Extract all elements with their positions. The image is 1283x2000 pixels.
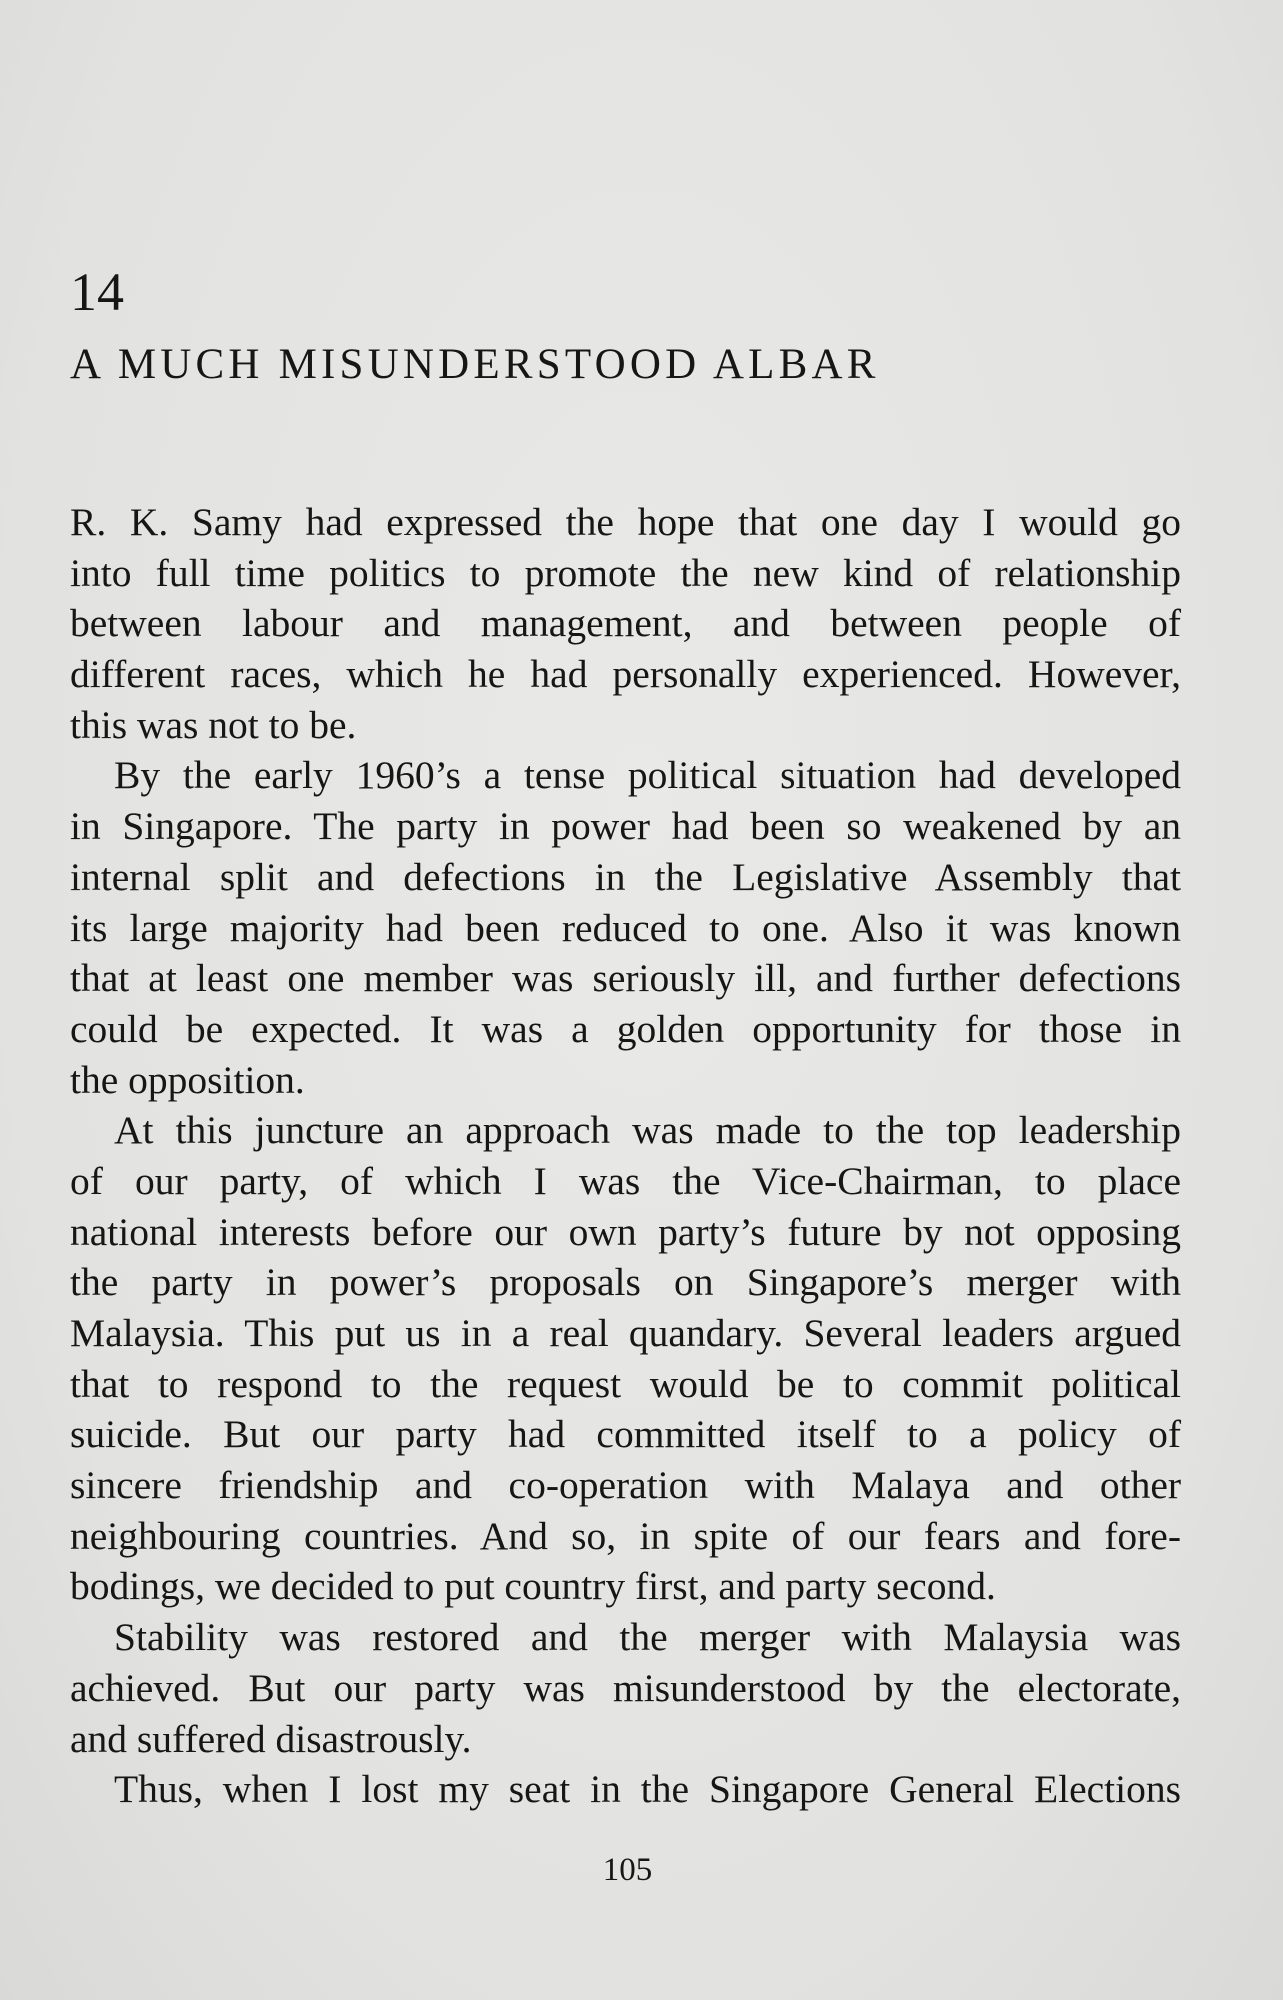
paragraph-line: Thus, when I lost my seat in the Singapore General Elections bbox=[114, 1767, 1181, 1812]
paragraph-line: suicide. But our party had committed itself to a policy of bbox=[70, 1412, 1181, 1457]
chapter-title: A MUCH MISUNDERSTOOD ALBAR bbox=[70, 341, 880, 388]
paragraph-line: achieved. But our party was misunderstood by the electorate, bbox=[70, 1665, 1181, 1710]
paragraph-line: national interests before our own party’s future by not opposing bbox=[70, 1209, 1181, 1254]
paragraph-line: its large majority had been reduced to one. Also it was known bbox=[70, 905, 1181, 950]
paragraph-line: in Singapore. The party in power had been so weakened by an bbox=[70, 804, 1181, 849]
chapter-body bbox=[70, 497, 1181, 1815]
paragraph-line: Malaysia. This put us in a real quandary. Several leaders argued bbox=[70, 1311, 1181, 1355]
page-number-container bbox=[0, 1852, 1283, 1889]
paragraph-line: could be expected. It was a golden opportunity for those in bbox=[70, 1006, 1181, 1051]
paragraph-line: between labour and management, and between people of bbox=[70, 601, 1181, 646]
paragraph-line: of our party, of which I was the Vice-Chairman, to place bbox=[70, 1158, 1181, 1203]
paragraph-line: into full time politics to promote the new kind of relationship bbox=[70, 550, 1181, 595]
paragraph-line: bodings, we decided to put country first, and party second. bbox=[70, 1564, 996, 1609]
paragraph-line: sincere friendship and co-operation with Malaya and other bbox=[70, 1463, 1181, 1508]
paragraph-line: and suffered disastrously. bbox=[70, 1716, 472, 1761]
paragraph-line: that at least one member was seriously ill, and further defections bbox=[70, 956, 1181, 1001]
paragraph-line: this was not to be. bbox=[70, 702, 357, 747]
chapter-number: 14 bbox=[70, 262, 124, 322]
page-number: 105 bbox=[602, 1852, 653, 1888]
paragraph-line: the party in power’s proposals on Singapore’s merger with bbox=[70, 1260, 1181, 1305]
paragraph-line: Stability was restored and the merger with Malaysia was bbox=[114, 1615, 1181, 1660]
paragraph-line: that to respond to the request would be to commit political bbox=[70, 1361, 1181, 1406]
paragraph-line: By the early 1960’s a tense political situation had developed bbox=[114, 753, 1181, 798]
paragraph-line: the opposition. bbox=[70, 1057, 305, 1102]
paragraph-line: At this juncture an approach was made to the top leadership bbox=[114, 1108, 1181, 1153]
paragraph-line: different races, which he had personally experienced. However, bbox=[70, 652, 1181, 697]
paragraph-line: R. K. Samy had expressed the hope that one day I would go bbox=[70, 500, 1181, 544]
paragraph-line: neighbouring countries. And so, in spite of our fears and fore- bbox=[70, 1513, 1181, 1558]
paragraph-line: internal split and defections in the Legislative Assembly that bbox=[70, 854, 1181, 899]
